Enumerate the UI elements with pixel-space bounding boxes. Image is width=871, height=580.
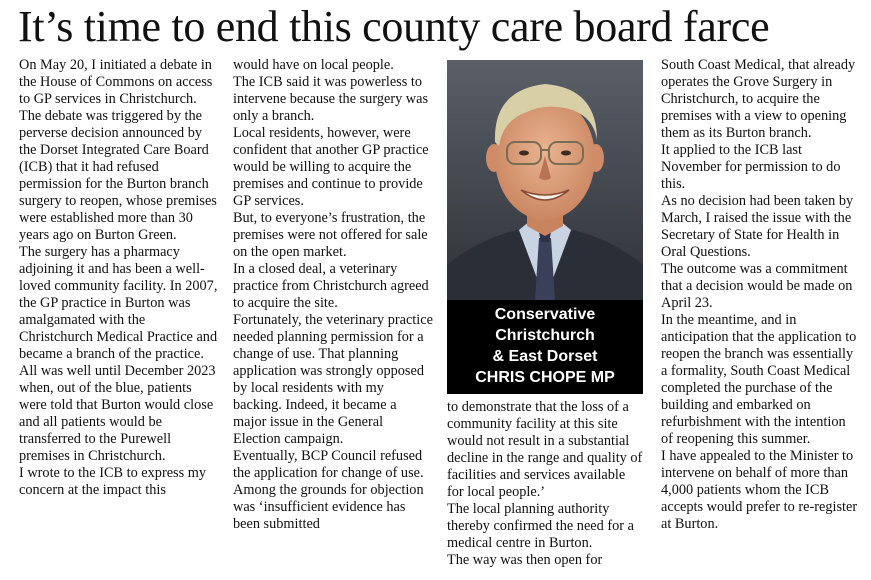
paragraph: Local residents, however, were confident that another GP practice would be willing to acquire the premises and continue to provide GP services. xyxy=(233,125,429,209)
article-column-3 xyxy=(447,399,645,569)
paragraph: The debate was triggered by the perverse decision announced by the Dorset Integrated Care Board (ICB) that it had refused permission for the Burton branch surgery to reopen, whose premises were established more than 30 years ago on Burton Green. xyxy=(19,108,217,243)
article-column-1 xyxy=(19,57,219,499)
headline: It’s time to end this county care board farce xyxy=(18,2,770,51)
paragraph: In the meantime, and in anticipation that the application to reopen the branch was essentially a formality, South Coast Medical completed the purchase of the building and embarked on refurbishment with the intention of reopening this summer. xyxy=(661,312,857,447)
paragraph: All was well until December 2023 when, out of the blue, patients were told that Burton would close and all patients would be transferred to the Purewell premises in Christchurch. xyxy=(19,363,216,464)
caption-constituency-1: Christchurch xyxy=(495,327,595,344)
paragraph: In a closed deal, a veterinary practice from Christchurch agreed to acquire the site. xyxy=(233,261,429,311)
paragraph: South Coast Medical, that already operates the Grove Surgery in Christchurch, to acquire the premises with a view to opening them as its Burton branch. xyxy=(661,57,856,141)
paragraph: Fortunately, the veterinary practice needed planning permission for a change of use. That planning application was strongly opposed by local residents with my backing. Indeed, it became a major issue in the General Election campaign. xyxy=(233,312,433,447)
article-column-2 xyxy=(233,57,433,533)
paragraph: I have appealed to the Minister to intervene on behalf of more than 4,000 patients whom the ICB accepts would prefer to re-register at Burton. xyxy=(661,448,858,532)
paragraph: The outcome was a commitment that a decision would be made on April 23. xyxy=(661,261,853,311)
caption-constituency-2: & East Dorset xyxy=(492,348,598,365)
caption-party: Conservative xyxy=(494,306,596,323)
caption-author: CHRIS CHOPE MP xyxy=(475,369,615,386)
paragraph: It applied to the ICB last November for permission to do this. xyxy=(661,142,841,192)
paragraph: The local planning authority thereby confirmed the need for a medical centre in Burton. xyxy=(447,501,634,551)
paragraph: Eventually, BCP Council refused the application for change of use. xyxy=(233,448,424,481)
paragraph: The ICB said it was powerless to intervene because the surgery was only a branch. xyxy=(233,74,429,124)
paragraph: I wrote to the ICB to express my concern at the impact this xyxy=(19,465,207,498)
paragraph: The surgery has a pharmacy adjoining it and has been a well-loved community facility. In 2007, the GP practice in Burton was amalgamated with the Christchurch Medical Practice and became a branch of the practice. xyxy=(19,244,218,362)
paragraph: But, to everyone’s frustration, the premises were not offered for sale on the open market. xyxy=(233,210,428,260)
paragraph: On May 20, I initiated a debate in the House of Commons on access to GP services in Christchurch. xyxy=(19,57,213,107)
paragraph: to demonstrate that the loss of a community facility at this site would not result in a substantial decline in the range and quality of facilities and services available for local people.’ xyxy=(447,399,643,500)
paragraph: As no decision had been taken by March, I raised the issue with the Secretary of State for Health in Oral Questions. xyxy=(661,193,854,260)
paragraph: would have on local people. xyxy=(233,57,394,73)
article-column-4 xyxy=(661,57,861,533)
photo-caption xyxy=(447,300,643,394)
paragraph: The way was then open for xyxy=(447,552,603,568)
paragraph: Among the grounds for objection was ‘insufficient evidence has been submitted xyxy=(233,482,424,532)
author-photo xyxy=(447,60,643,300)
